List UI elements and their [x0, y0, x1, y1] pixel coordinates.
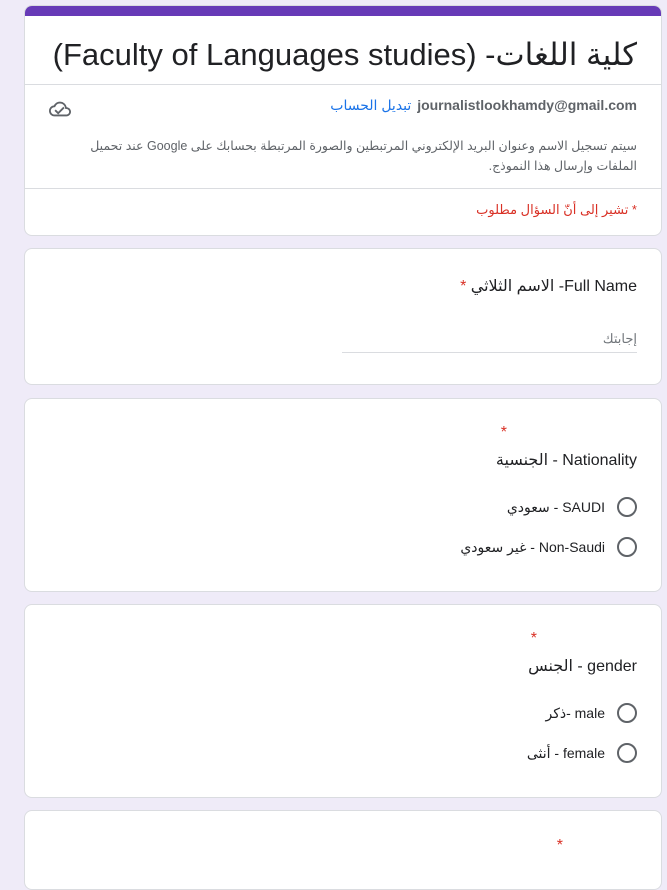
- required-asterisk: *: [530, 630, 537, 647]
- account-row: [330, 97, 637, 114]
- question-card-gender: [24, 604, 662, 798]
- cloud-saved-icon[interactable]: [49, 98, 71, 120]
- form-title: كلية اللغات- (Faculty of Languages studies): [52, 37, 637, 72]
- option-label: غير سعودي - Non-Saudi: [460, 538, 605, 555]
- option-label: أنثى - female: [526, 744, 605, 761]
- account-email: journalistlookhamdy@gmail.com: [417, 97, 637, 113]
- required-asterisk: *: [460, 278, 467, 295]
- option-saudi[interactable]: [507, 495, 637, 519]
- option-label: سعودي - SAUDI: [506, 498, 605, 515]
- radio-button[interactable]: [617, 537, 637, 557]
- notice-divider: [25, 188, 661, 189]
- question-card-next: [24, 810, 662, 890]
- accent-band: [25, 6, 661, 16]
- question-label-full-name: [460, 276, 637, 296]
- question-card-full-name: [24, 248, 662, 385]
- question-title: الجنس - gender: [528, 658, 637, 675]
- question-title: الجنسية - Nationality: [495, 452, 637, 469]
- full-name-input[interactable]: [342, 327, 637, 353]
- switch-account-link[interactable]: تبديل الحساب: [330, 97, 412, 113]
- radio-button[interactable]: [617, 497, 637, 517]
- radio-button[interactable]: [617, 743, 637, 763]
- form-header-card: [24, 5, 662, 236]
- header-divider: [25, 84, 661, 85]
- option-male[interactable]: [545, 701, 637, 725]
- required-asterisk: *: [500, 424, 507, 441]
- privacy-notice: سيتم تسجيل الاسم وعنوان البريد الإلكتروني المرتبطين والصورة المرتبطة بحسابك على Google عند تحميل الملفات وإرسال هذا النموذج.: [90, 139, 637, 173]
- radio-button[interactable]: [617, 703, 637, 723]
- option-female[interactable]: [527, 741, 637, 765]
- option-label: ذكر- male: [545, 704, 605, 721]
- required-note: * تشير إلى أنّ السؤال مطلوب: [476, 202, 637, 217]
- option-non-saudi[interactable]: [460, 535, 637, 559]
- required-asterisk: *: [556, 837, 563, 854]
- question-title: الاسم الثلاثي -Full Name: [470, 278, 637, 295]
- question-card-nationality: [24, 398, 662, 592]
